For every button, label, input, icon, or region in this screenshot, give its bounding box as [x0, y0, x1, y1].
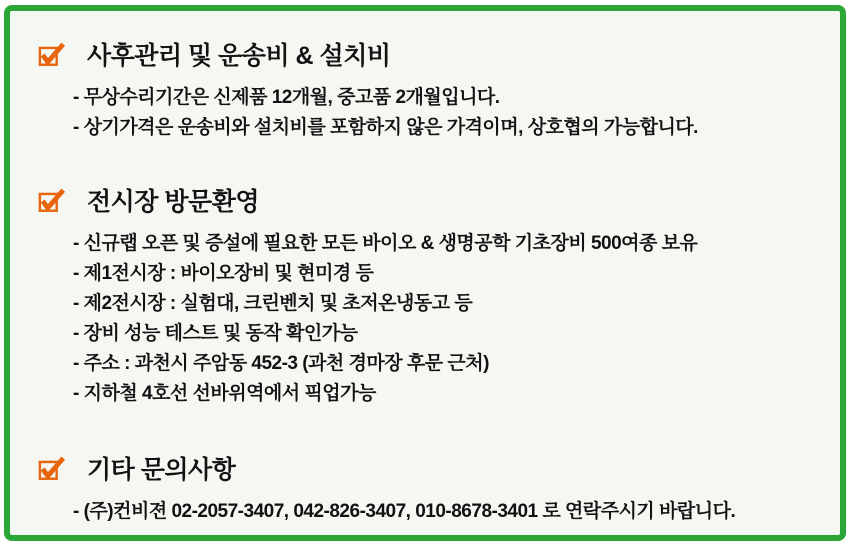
bullet-line: - 장비 성능 테스트 및 동작 확인가능 — [73, 323, 358, 344]
bullet-list — [73, 83, 822, 143]
section-header — [38, 39, 822, 69]
section-after-sales — [38, 39, 822, 143]
checked-checkbox-icon — [38, 455, 66, 481]
section-contact — [38, 453, 822, 527]
section-title: 전시장 방문환영 — [87, 188, 259, 216]
section-showroom — [38, 185, 822, 409]
section-header — [38, 453, 822, 483]
notice-panel — [4, 5, 846, 541]
checked-checkbox-icon — [38, 41, 66, 67]
checked-checkbox-icon — [38, 187, 66, 213]
bullet-line: - 제1전시장 : 바이오장비 및 현미경 등 — [73, 263, 374, 284]
bullet-list — [73, 229, 822, 409]
bullet-line: - 지하철 4호선 선바위역에서 픽업가능 — [73, 383, 376, 404]
section-title: 기타 문의사항 — [87, 456, 236, 484]
bullet-line: - 주소 : 과천시 주암동 452-3 (과천 경마장 후문 근처) — [73, 353, 489, 374]
bullet-line: - 제2전시장 : 실험대, 크린벤치 및 초저온냉동고 등 — [73, 293, 473, 314]
bullet-line: - 무상수리기간은 신제품 12개월, 중고품 2개월입니다. — [73, 87, 500, 108]
section-header — [38, 185, 822, 215]
section-title: 사후관리 및 운송비 & 설치비 — [87, 42, 391, 70]
bullet-list — [73, 497, 822, 527]
bullet-line: - 신규랩 오픈 및 증설에 필요한 모든 바이오 & 생명공학 기초장비 500여종 보유 — [73, 233, 698, 254]
bullet-line: - (주)컨비젼 02-2057-3407, 042-826-3407, 010-8678-3401 로 연락주시기 바랍니다. — [73, 501, 736, 522]
bullet-line: - 상기가격은 운송비와 설치비를 포함하지 않은 가격이며, 상호협의 가능합니다. — [73, 117, 698, 138]
